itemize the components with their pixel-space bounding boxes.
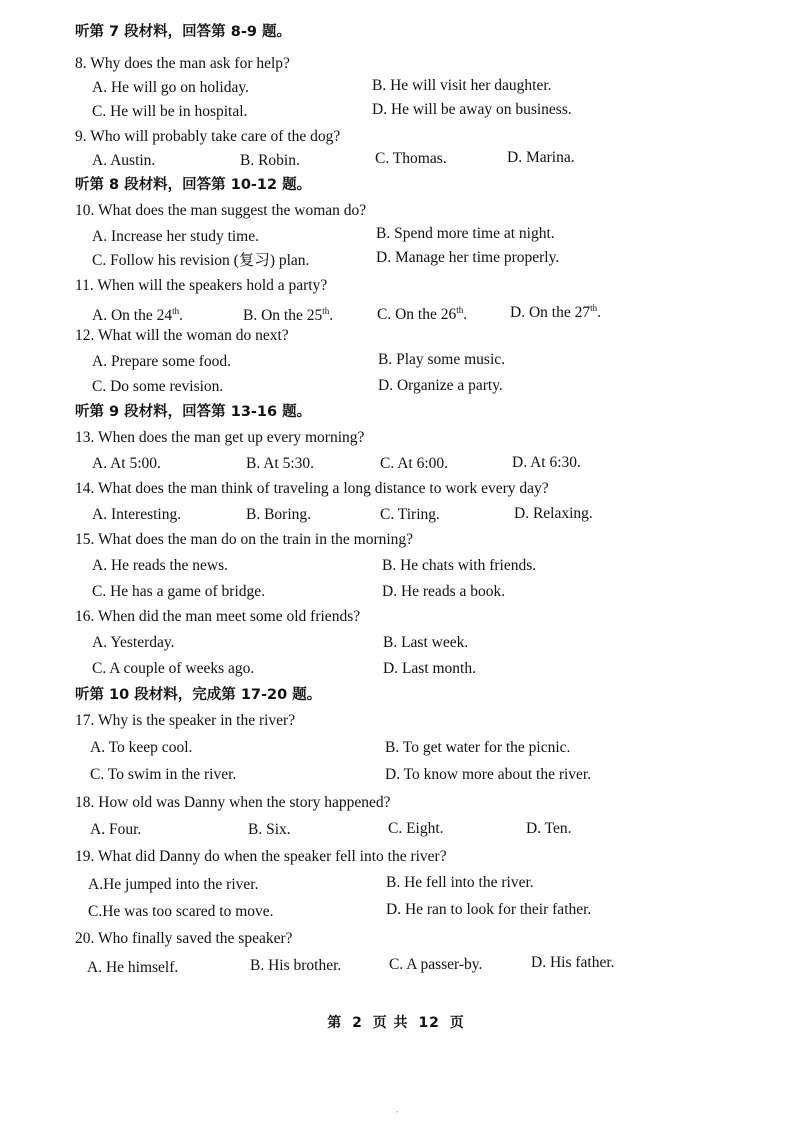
section-header-7: 听第 7 段材料，回答第 8-9 题。 [75,24,291,40]
q18-option-b: B. Six. [248,821,291,838]
q12-option-b: B. Play some music. [378,351,506,368]
q20-option-c: C. A passer-by. [389,956,483,973]
question-15-stem: 15. What does the man do on the train in the morning? [75,531,414,548]
q16-option-b: B. Last week. [383,634,469,651]
page-footer [0,1012,792,1032]
section-header-8: 听第 8 段材料，回答第 10-12 题。 [75,177,312,193]
q9-option-a: A. Austin. [92,152,156,169]
section-header-10: 听第 10 段材料，完成第 17-20 题。 [75,687,322,703]
q20-option-a: A. He himself. [87,959,179,976]
q17-option-c: C. To swim in the river. [90,766,237,783]
q17-option-a: A. To keep cool. [90,739,193,756]
question-10-stem: 10. What does the man suggest the woman do? [75,202,367,219]
q14-option-d: D. Relaxing. [514,505,593,522]
q18-option-a: A. Four. [90,821,142,838]
q9-option-b: B. Robin. [240,152,300,169]
q13-option-b: B. At 5:30. [246,455,315,472]
q17-option-d: D. To know more about the river. [385,766,592,783]
q9-option-d: D. Marina. [507,149,575,166]
q15-option-d: D. He reads a book. [382,583,506,600]
q20-option-d: D. His father. [531,954,615,971]
q13-option-c: C. At 6:00. [380,455,449,472]
q13-option-d: D. At 6:30. [512,454,581,471]
q17-option-b: B. To get water for the picnic. [385,739,571,756]
q14-option-c: C. Tiring. [380,506,440,523]
q15-option-b: B. He chats with friends. [382,557,537,574]
q9-option-c: C. Thomas. [375,150,447,167]
section-header-9: 听第 9 段材料，回答第 13-16 题。 [75,404,312,420]
q8-option-b: B. He will visit her daughter. [372,77,552,94]
q12-option-a: A. Prepare some food. [92,353,232,370]
question-9-stem: 9. Who will probably take care of the dog? [75,128,341,145]
footer-prefix: 第 [327,1015,343,1031]
q13-option-a: A. At 5:00. [92,455,161,472]
q10-option-b: B. Spend more time at night. [376,225,555,242]
q11-option-b: B. On the 25th. [243,306,334,325]
q14-option-a: A. Interesting. [92,506,182,523]
q18-option-c: C. Eight. [388,820,444,837]
q15-option-a: A. He reads the news. [92,557,229,574]
question-11-stem: 11. When will the speakers hold a party? [75,277,328,294]
question-17-stem: 17. Why is the speaker in the river? [75,712,296,729]
q8-option-d: D. He will be away on business. [372,101,572,118]
question-14-stem: 14. What does the man think of traveling a long distance to work every day? [75,480,549,497]
q10-option-a: A. Increase her study time. [92,228,259,245]
q18-option-d: D. Ten. [526,820,572,837]
q16-option-c: C. A couple of weeks ago. [92,660,255,677]
q16-option-a: A. Yesterday. [92,634,175,651]
q16-option-d: D. Last month. [383,660,476,677]
question-8-stem: 8. Why does the man ask for help? [75,55,290,72]
q8-option-a: A. He will go on holiday. [92,79,249,96]
q19-option-b: B. He fell into the river. [386,874,534,891]
q12-option-c: C. Do some revision. [92,378,224,395]
q11-option-d: D. On the 27th. [510,303,601,322]
q11-option-a: A. On the 24th. [92,306,183,325]
q19-option-c: C.He was too scared to move. [88,903,274,920]
footer-middle: 页 共 [372,1015,409,1031]
question-13-stem: 13. When does the man get up every morning? [75,429,365,446]
q8-option-c: C. He will be in hospital. [92,103,248,120]
question-18-stem: 18. How old was Danny when the story happened? [75,794,391,811]
q11-option-c: C. On the 26th. [377,305,468,324]
question-16-stem: 16. When did the man meet some old friends? [75,608,361,625]
scan-speck: • [396,1110,399,1116]
question-20-stem: 20. Who finally saved the speaker? [75,930,293,947]
q12-option-d: D. Organize a party. [378,377,503,394]
q10-option-d: D. Manage her time properly. [376,249,560,266]
footer-suffix: 页 [449,1015,465,1031]
question-12-stem: 12. What will the woman do next? [75,327,289,344]
q14-option-b: B. Boring. [246,506,312,523]
q19-option-d: D. He ran to look for their father. [386,901,592,918]
question-19-stem: 19. What did Danny do when the speaker fell into the river? [75,848,447,865]
footer-total-pages: 12 [418,1015,440,1031]
q20-option-b: B. His brother. [250,957,342,974]
q19-option-a: A.He jumped into the river. [88,876,259,893]
q10-option-c: C. Follow his revision (复习) plan. [92,252,310,269]
footer-page-number: 2 [352,1015,363,1031]
q15-option-c: C. He has a game of bridge. [92,583,266,600]
